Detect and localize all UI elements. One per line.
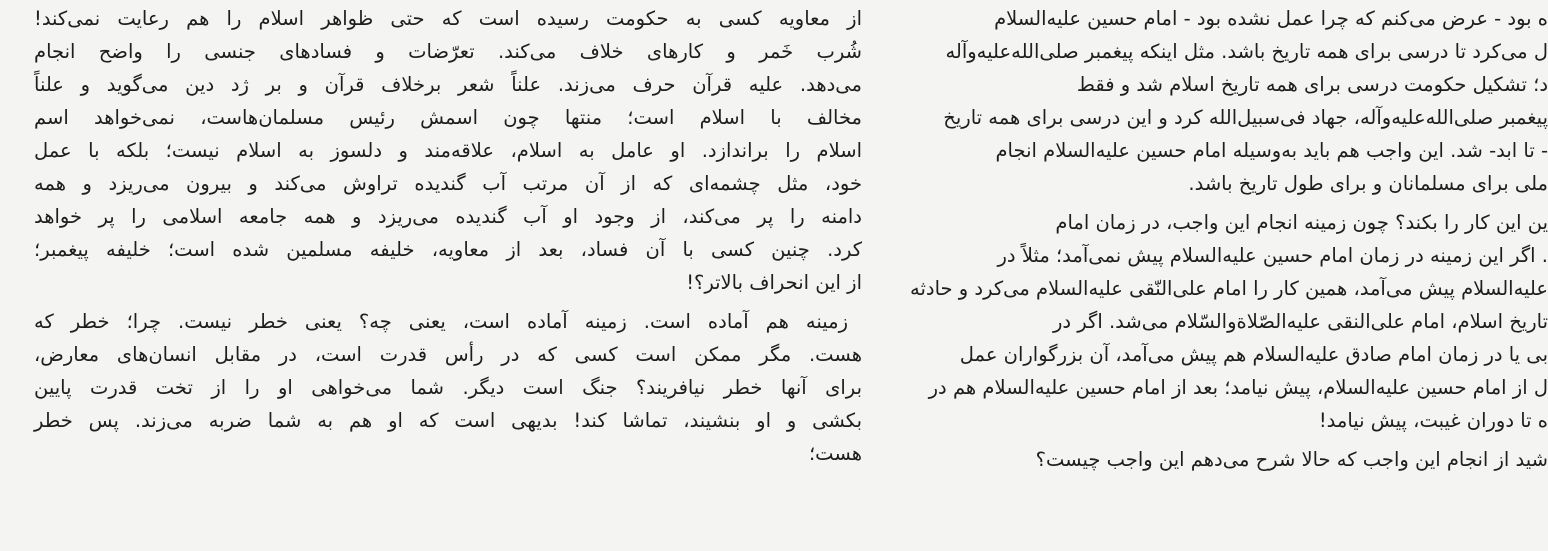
- text-line: ه تا دوران غیبت، پیش نیامد!: [1318, 409, 1548, 432]
- text-line: هست. مگر ممکن است کسی که در رأس قدرت است، در مقابل انسان‌های معارض،: [34, 343, 862, 366]
- text-line: خود، مثل چشمه‌ای که از آن مرتب آب گندیده تراوش می‌کند و بیرون می‌ریزد و همه: [34, 172, 862, 195]
- paragraph-start-line: شید از انجام این واجب که حالا شرح می‌دهم این واجب چیست؟: [1035, 448, 1548, 471]
- text-line: دامنه را پر می‌کند، از وجود او آب گندیده می‌ریزد و همه جامعه اسلامی را پر خواهد: [34, 205, 862, 228]
- text-line: ه بود - عرض می‌کنم که چرا عمل نشده بود - امام حسین علیه‌السلام: [994, 7, 1548, 30]
- text-line: - تا ابد- شد. این واجب هم باید به‌وسیله امام حسین علیه‌السلام انجام: [995, 139, 1548, 162]
- text-line: بکشی و او بنشیند، تماشا کند! بدیهی است که او هم به شما ضربه می‌زند. پس خطر: [34, 409, 862, 432]
- text-line: ل می‌کرد تا درسی برای همه تاریخ باشد. مثل اینکه پیغمبر صلی‌الله‌علیه‌وآله: [945, 40, 1548, 63]
- paragraph-start-line: ین این کار را بکند؟ چون زمینه انجام این واجب، در زمان امام: [1055, 211, 1548, 234]
- text-line: علیه‌السلام پیش می‌آمد، همین کار را امام علی‌النّقی علیه‌السلام می‌کرد و حادثه: [910, 277, 1548, 300]
- text-line: مخالف با اسلام است؛ منتها چون اسمش رئیس مسلمان‌هاست، نمی‌خواهد اسم: [34, 106, 862, 129]
- text-line: پیغمبر صلی‌الله‌علیه‌وآله، جهاد فی‌سبیل‌الله کرد و این درسی برای همه تاریخ: [943, 106, 1548, 129]
- text-line: از معاویه کسی به حکومت رسیده است که حتی ظواهر اسلام را هم رعایت نمی‌کند!: [34, 7, 862, 30]
- text-line: شُرب خَمر و کارهای خلاف می‌کند. تعرّضات و فسادهای جنسی را واضح انجام: [34, 40, 862, 63]
- text-line: . اگر این زمینه در زمان امام حسین علیه‌السلام پیش نمی‌آمد؛ مثلاً در: [997, 244, 1548, 267]
- text-line: ل از امام حسین علیه‌السلام، پیش نیامد؛ بعد از امام حسین علیه‌السلام هم در: [928, 376, 1548, 399]
- text-line: ملی برای مسلمانان و برای طول تاریخ باشد.: [1188, 172, 1548, 195]
- text-line: برای آنها خطر نیافریند؟ جنگ است دیگر. شما می‌خواهی او را از تخت قدرت پایین: [34, 376, 862, 399]
- text-line: هست؛: [808, 442, 862, 465]
- paragraph-start-line: زمینه هم آماده است. زمینه آماده است، یعنی چه؟ یعنی خطر نیست. چرا؛ خطر که: [34, 310, 848, 333]
- text-line: تاریخ اسلام، امام علی‌النقی علیه‌الصّلاةوالسّلام می‌شد. اگر در: [1053, 310, 1548, 333]
- left-text-column: [34, 0, 862, 551]
- text-line: می‌دهد. علیه قرآن حرف می‌زند. علناً شعر برخلاف قرآن و بر ژد دین می‌گوید و علناً: [34, 73, 862, 96]
- text-line: از این انحراف بالاتر؟!: [686, 271, 862, 294]
- text-line: کرد. چنین کسی با آن فساد، بعد از معاویه، خلیفه مسلمین شده است؛ خلیفه پیغمبر؛: [34, 238, 862, 261]
- text-line: د؛ تشکیل حکومت درسی برای همه تاریخ اسلام شد و فقط: [1076, 73, 1548, 96]
- right-text-column: [888, 0, 1548, 551]
- text-line: اسلام را براندازد. او عامل به اسلام، علاقه‌مند و دلسوز به اسلام نیست؛ بلکه با عمل: [34, 139, 862, 162]
- text-line: بی یا در زمان امام صادق علیه‌السلام هم پیش می‌آمد، آن بزرگواران عمل: [959, 343, 1548, 366]
